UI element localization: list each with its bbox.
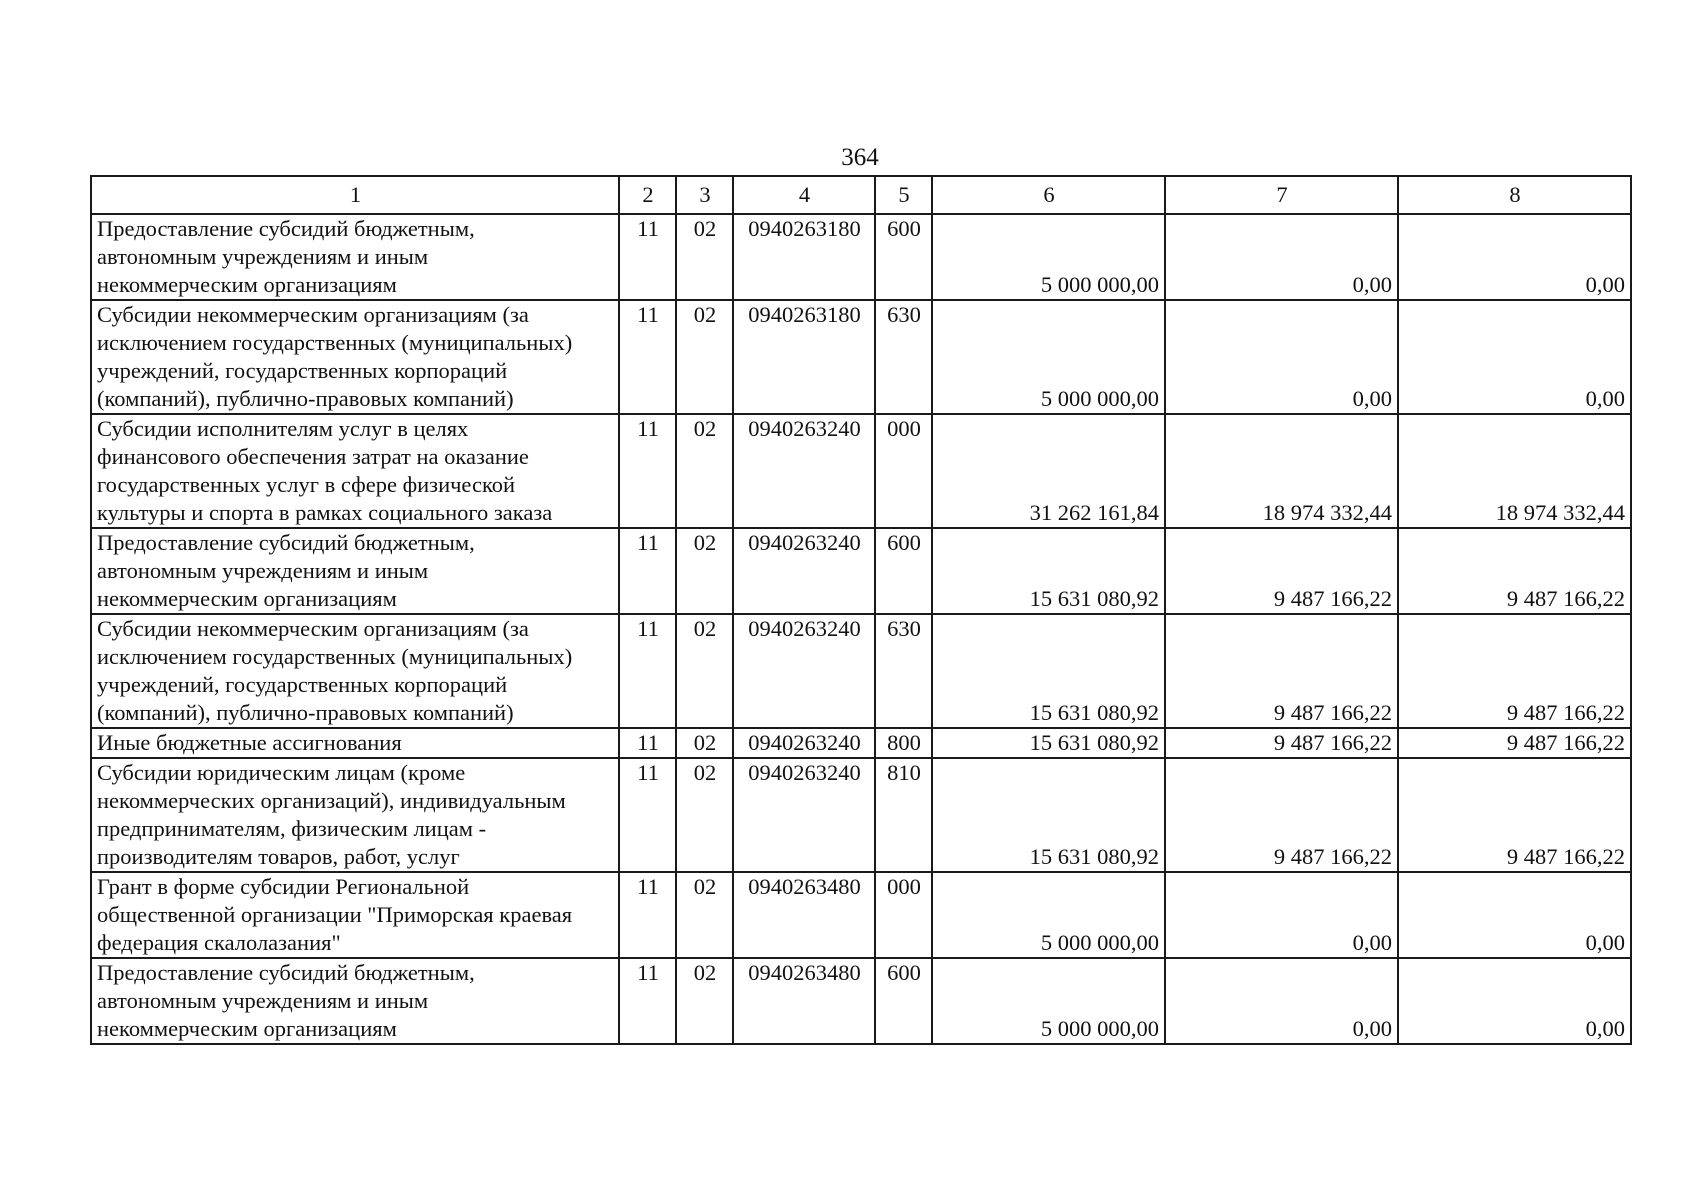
table-row <box>91 728 1631 758</box>
target-article-code: 0940263240 <box>733 528 875 614</box>
amount-col-8: 0,00 <box>1398 958 1631 1044</box>
description-line: некоммерческим организациям <box>97 1016 397 1041</box>
table-row <box>91 758 1631 872</box>
target-article-code: 0940263480 <box>733 872 875 958</box>
subsection-code: 02 <box>676 300 733 414</box>
description-line: государственных услуг в сфере физической <box>97 472 516 497</box>
col-header-6: 6 <box>932 176 1165 214</box>
amount-col-6: 5 000 000,00 <box>932 214 1165 300</box>
amount-col-7: 0,00 <box>1165 214 1398 300</box>
amount-col-6: 15 631 080,92 <box>932 528 1165 614</box>
amount-col-7: 9 487 166,22 <box>1165 528 1398 614</box>
description-line: исключением государственных (муниципальных) <box>97 330 573 355</box>
expense-type-code: 630 <box>875 300 932 414</box>
description-line: некоммерческим организациям <box>97 272 397 297</box>
table-row <box>91 528 1631 614</box>
table-row <box>91 958 1631 1044</box>
description-line: Предоставление субсидий бюджетным, <box>97 530 475 555</box>
amount-col-8: 0,00 <box>1398 872 1631 958</box>
amount-col-7: 9 487 166,22 <box>1165 614 1398 728</box>
table-body <box>91 214 1631 1044</box>
amount-col-8: 9 487 166,22 <box>1398 758 1631 872</box>
amount-col-8: 18 974 332,44 <box>1398 414 1631 528</box>
description-line: финансового обеспечения затрат на оказание <box>97 444 529 469</box>
description-line: производителям товаров, работ, услуг <box>97 844 460 869</box>
amount-col-6: 5 000 000,00 <box>932 300 1165 414</box>
amount-col-6: 5 000 000,00 <box>932 958 1165 1044</box>
amount-col-6: 31 262 161,84 <box>932 414 1165 528</box>
subsection-code: 02 <box>676 614 733 728</box>
row-description <box>91 300 619 414</box>
description-line: (компаний), публично-правовых компаний) <box>97 700 514 725</box>
description-line: федерация скалолазания" <box>97 930 341 955</box>
target-article-code: 0940263180 <box>733 214 875 300</box>
description-line: некоммерческим организациям <box>97 586 397 611</box>
section-code: 11 <box>619 614 676 728</box>
expense-type-code: 000 <box>875 414 932 528</box>
description-line: автономным учреждениям и иным <box>97 244 429 269</box>
description-line: учреждений, государственных корпораций <box>97 672 508 697</box>
amount-col-8: 0,00 <box>1398 300 1631 414</box>
description-line: Субсидии некоммерческим организациям (за <box>97 616 529 641</box>
expense-type-code: 810 <box>875 758 932 872</box>
description-line: Субсидии некоммерческим организациям (за <box>97 302 529 327</box>
description-line: Предоставление субсидий бюджетным, <box>97 216 475 241</box>
subsection-code: 02 <box>676 214 733 300</box>
col-header-5: 5 <box>875 176 932 214</box>
section-code: 11 <box>619 300 676 414</box>
row-description <box>91 614 619 728</box>
description-line: автономным учреждениям и иным <box>97 988 429 1013</box>
target-article-code: 0940263180 <box>733 300 875 414</box>
amount-col-8: 9 487 166,22 <box>1398 614 1631 728</box>
description-line: исключением государственных (муниципальных) <box>97 644 573 669</box>
subsection-code: 02 <box>676 872 733 958</box>
description-line: Грант в форме субсидии Региональной <box>97 874 470 899</box>
table-row <box>91 872 1631 958</box>
row-description <box>91 758 619 872</box>
section-code: 11 <box>619 214 676 300</box>
description-line: Субсидии исполнителям услуг в целях <box>97 416 469 441</box>
subsection-code: 02 <box>676 758 733 872</box>
subsection-code: 02 <box>676 414 733 528</box>
col-header-1: 1 <box>91 176 619 214</box>
expense-type-code: 630 <box>875 614 932 728</box>
amount-col-7: 0,00 <box>1165 300 1398 414</box>
target-article-code: 0940263480 <box>733 958 875 1044</box>
description-line: учреждений, государственных корпораций <box>97 358 508 383</box>
col-header-4: 4 <box>733 176 875 214</box>
amount-col-7: 9 487 166,22 <box>1165 728 1398 758</box>
expense-type-code: 000 <box>875 872 932 958</box>
target-article-code: 0940263240 <box>733 614 875 728</box>
amount-col-6: 15 631 080,92 <box>932 614 1165 728</box>
description-line: Предоставление субсидий бюджетным, <box>97 960 475 985</box>
section-code: 11 <box>619 528 676 614</box>
target-article-code: 0940263240 <box>733 758 875 872</box>
col-header-3: 3 <box>676 176 733 214</box>
amount-col-7: 0,00 <box>1165 872 1398 958</box>
description-line: общественной организации "Приморская краевая <box>97 902 573 927</box>
description-line: предпринимателям, физическим лицам - <box>97 816 487 841</box>
amount-col-6: 15 631 080,92 <box>932 728 1165 758</box>
description-line: Субсидии юридическим лицам (кроме <box>97 760 466 785</box>
subsection-code: 02 <box>676 528 733 614</box>
row-description <box>91 414 619 528</box>
section-code: 11 <box>619 958 676 1044</box>
subsection-code: 02 <box>676 958 733 1044</box>
expense-type-code: 600 <box>875 528 932 614</box>
section-code: 11 <box>619 872 676 958</box>
table-row <box>91 300 1631 414</box>
amount-col-7: 9 487 166,22 <box>1165 758 1398 872</box>
expense-type-code: 800 <box>875 728 932 758</box>
target-article-code: 0940263240 <box>733 414 875 528</box>
col-header-7: 7 <box>1165 176 1398 214</box>
header-row <box>91 176 1631 214</box>
description-line: некоммерческих организаций), индивидуальным <box>97 788 566 813</box>
col-header-2: 2 <box>619 176 676 214</box>
amount-col-7: 18 974 332,44 <box>1165 414 1398 528</box>
description-line: (компаний), публично-правовых компаний) <box>97 386 514 411</box>
table-row <box>91 214 1631 300</box>
section-code: 11 <box>619 758 676 872</box>
row-description <box>91 872 619 958</box>
section-code: 11 <box>619 728 676 758</box>
expense-type-code: 600 <box>875 214 932 300</box>
page-number: 364 <box>841 144 879 171</box>
amount-col-7: 0,00 <box>1165 958 1398 1044</box>
target-article-code: 0940263240 <box>733 728 875 758</box>
expense-type-code: 600 <box>875 958 932 1044</box>
row-description <box>91 528 619 614</box>
table-row <box>91 614 1631 728</box>
amount-col-8: 9 487 166,22 <box>1398 528 1631 614</box>
section-code: 11 <box>619 414 676 528</box>
amount-col-6: 15 631 080,92 <box>932 758 1165 872</box>
description-line: автономным учреждениям и иным <box>97 558 429 583</box>
subsection-code: 02 <box>676 728 733 758</box>
amount-col-8: 9 487 166,22 <box>1398 728 1631 758</box>
description-line: Иные бюджетные ассигнования <box>97 730 402 755</box>
row-description <box>91 728 619 758</box>
amount-col-8: 0,00 <box>1398 214 1631 300</box>
row-description <box>91 214 619 300</box>
col-header-8: 8 <box>1398 176 1631 214</box>
table-row <box>91 414 1631 528</box>
budget-table <box>90 175 1632 1045</box>
row-description <box>91 958 619 1044</box>
amount-col-6: 5 000 000,00 <box>932 872 1165 958</box>
description-line: культуры и спорта в рамках социального заказа <box>97 500 553 525</box>
